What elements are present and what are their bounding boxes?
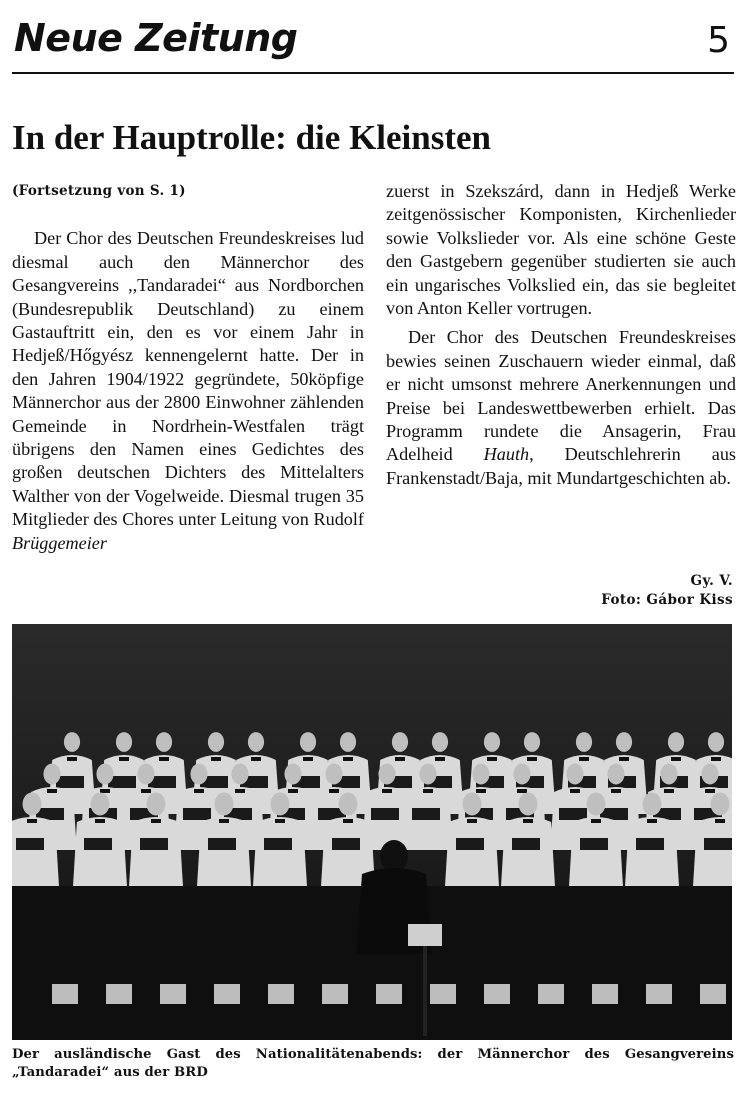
photo-caption: Der ausländische Gast des Nationalitätenabends: der Männerchor des Gesangvereins „Tandaradei“ aus der BRD bbox=[12, 1047, 734, 1080]
page-number: 5 bbox=[707, 20, 730, 61]
announcer-name: Hauth bbox=[483, 444, 530, 465]
article-headline: In der Hauptrolle: die Kleinsten bbox=[12, 118, 492, 157]
photo-credit: Foto: Gábor Kiss bbox=[601, 592, 733, 608]
article-paragraph-1: Der Chor des Deutschen Freundeskreises lud diesmal auch den Männerchor des Gesangvereins ,,Tandaradei“ aus Nordborchen (Bundesrepublik Deutschland) zu einem Gastauftritt ein, den es vor einem Jahr in Hedjeß/Hőgyész kennengelernt hatte. Der in den Jahren 1904/1922 gegründete, 50köpfige Männerchor aus der 2800 Einwohner zählenden Gemeinde in Nordrhein-Westfalen trägt übrigens den Namen eines Gedichtes des großen deutschen Dichters des Mittelalters Walther von der Vogelweide. Diesmal trugen 35 Mitglieder des Chores unter Leitung von Rudolf Brüggemeier bbox=[12, 228, 364, 553]
choir-photo bbox=[12, 624, 732, 1040]
masthead bbox=[12, 14, 734, 74]
article-column-right bbox=[386, 180, 736, 490]
article-paragraph-3: Der Chor des Deutschen Freundeskreises bewies seinen Zuschauern wieder einmal, daß er nicht umsonst mehrere Anerkennungen und Preise bei Landeswettbewerben erhielt. Das Programm rundete die Ansagerin, Frau Adelheid Hauth, Deutschlehrerin aus Frankenstadt/Baja, mit Mundartgeschichten ab. bbox=[386, 327, 736, 488]
choir-photo-image bbox=[12, 624, 732, 1040]
author-initials: Gy. V. bbox=[690, 573, 733, 589]
conductor-name: Brüggemeier bbox=[12, 532, 107, 553]
continuation-note: (Fortsetzung von S. 1) bbox=[12, 183, 186, 199]
article-column-left bbox=[12, 180, 364, 555]
newspaper-name: Neue Zeitung bbox=[14, 16, 298, 60]
article-paragraph-2: zuerst in Szekszárd, dann in Hedjeß Werke zeitgenössischer Komponisten, Kirchenlieder sowie Volkslieder vor. Als eine schöne Geste den Gastgebern gegenüber studierten sie auch ein ungarisches Volkslied ein, das sie begleitet von Anton Keller vortrugen. bbox=[386, 181, 736, 319]
